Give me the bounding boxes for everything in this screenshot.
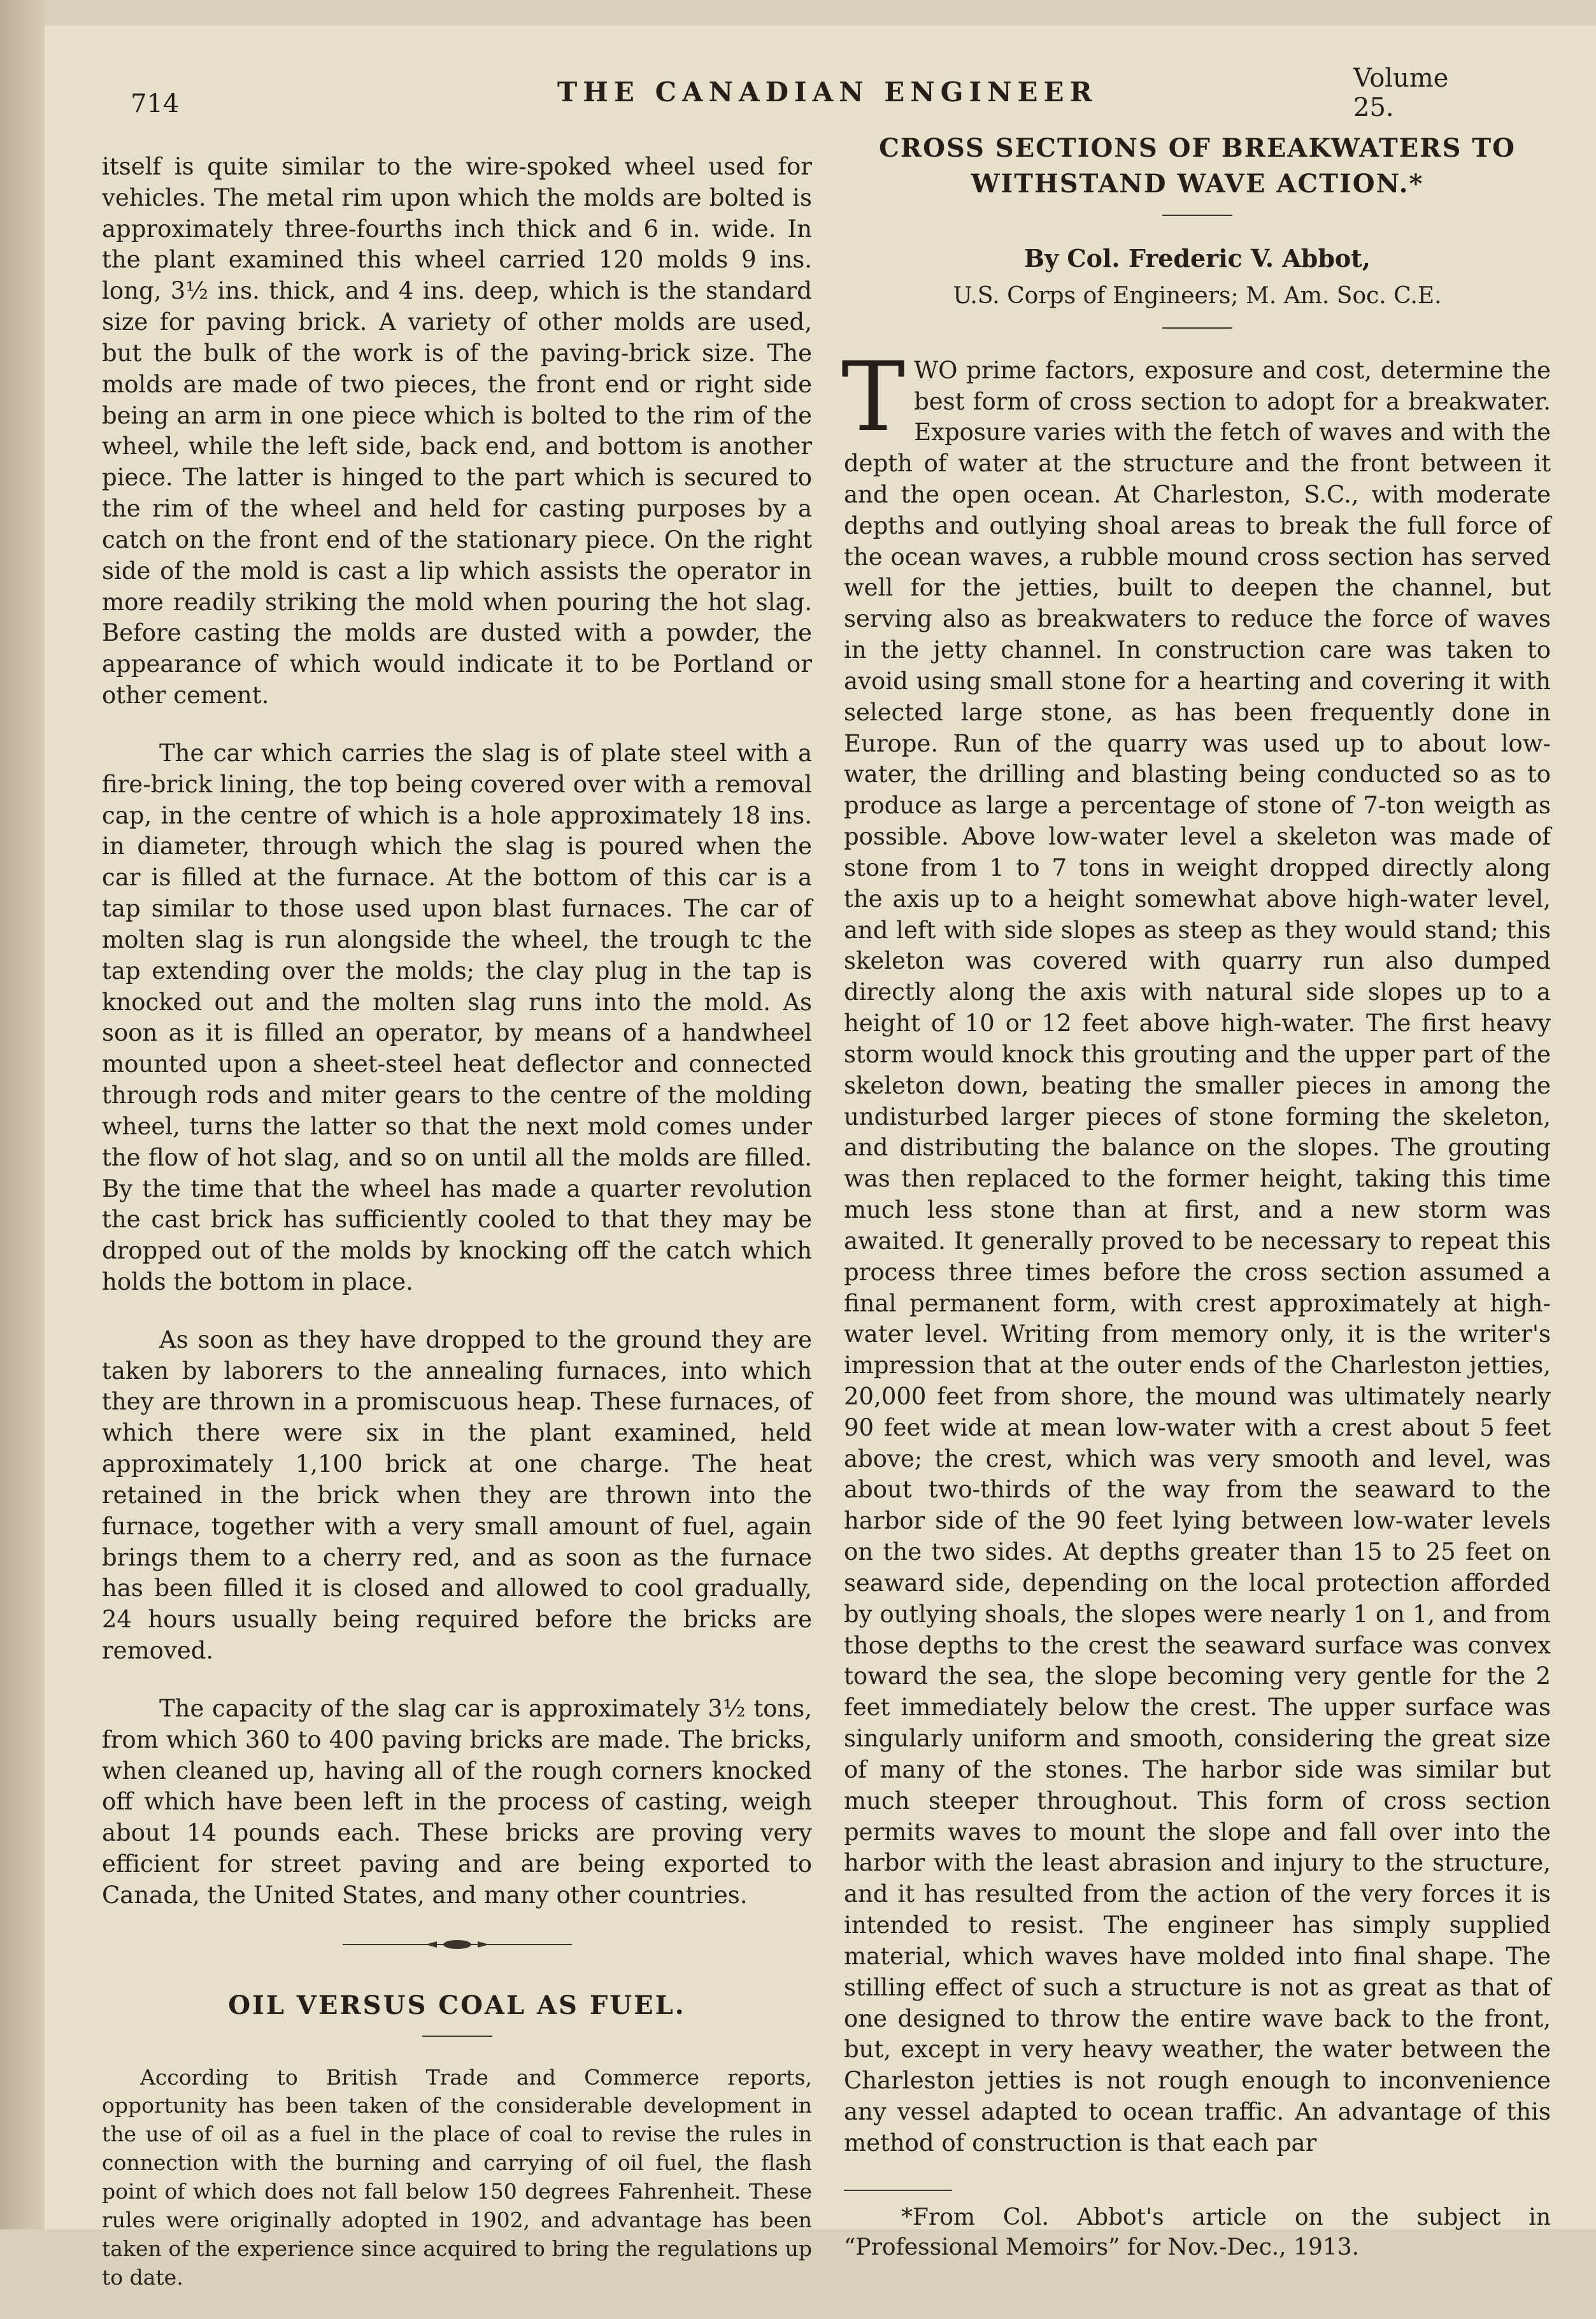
paragraph: The car which carries the slag is of plate steel with a fire-brick lining, the top being covered over with a removal cap, in the centre of which is a hole approximately 18 ins. in diameter, through which the slag is poured when the car is filled at the furnace. At the bottom of this car is a tap similar to those used upon blast furnaces. The car of molten slag is run alongside the wheel, the trough tc the tap extending over the molds; the clay plug in the tap is knocked out and the molten slag runs into the mold. As soon as it is filled an operator, by means of a handwheel mounted upon a sheet-steel heat deflector and connected through rods and miter gears to the centre of the molding wheel, turns the latter so that the next mold comes under the flow of hot slag, and so on until all the molds are filled. By the time that the wheel has made a quarter revolution the cast brick has sufficiently cooled to that they may be dropped out of the molds by knocking off the catch which holds the bottom in place. bbox=[102, 739, 812, 1295]
drop-cap: T bbox=[841, 341, 906, 453]
paragraph: The capacity of the slag car is approximately 3½ tons, from which 360 to 400 paving bricks are made. The bricks, when cleaned up, having all of the rough corners knocked off which have been left in the process of casting, weigh about 14 pounds each. These bricks are proving very efficient for street paving and are being exported to Canada, the United States, and many other countries. bbox=[102, 1694, 812, 1909]
oil-article-title: OIL VERSUS COAL AS FUEL. bbox=[228, 1990, 686, 2020]
oil-article-body bbox=[102, 2064, 812, 2292]
right-column bbox=[841, 131, 1551, 2263]
page-number: 714 bbox=[131, 89, 180, 118]
page-header bbox=[83, 64, 1484, 121]
binding-gutter bbox=[0, 0, 45, 2229]
title-rule bbox=[422, 2036, 492, 2037]
title-rule bbox=[1162, 215, 1232, 216]
article-text: WO prime factors, exposure and cost, determine the best form of cross section to adopt for a breakwater. Exposure varies with the fetch of waves and with the depth of water at the structure and the front between it and the open ocean. At Charleston, S.C., with moderate depths and outlying shoal areas to break the full force of the ocean waves, a rubble mound cross section has served well for the jetties, built to deepen the channel, but serving also as breakwaters to reduce the force of waves in the jetty channel. In construction care was taken to avoid using small stone for a hearting and covering it with selected large stone, as has been frequently done in Europe. Run of the quarry was used up to about low-water, the drilling and blasting being conducted so as to produce as large a percentage of stone of 7-ton weigth as possible. Above low-water level a skeleton was made of stone from 1 to 7 tons in weight dropped directly along the axis up to a height somewhat above high-water level, and left with side slopes as steep as they would stand; this skeleton was covered with quarry run also dumped directly along the axis with natural side slopes up to a height of 10 or 12 feet above high-water. The first heavy storm would knock this grouting and the upper part of the skeleton down, beating the smaller pieces in among the undisturbed larger pieces of stone forming the skeleton, and distributing the balance on the slopes. The grouting was then replaced to the former height, taking this time much less stone than at first, and a new storm was awaited. It generally proved to be necessary to repeat this process three times before the cross section assumed a final permanent form, with crest approximately at high-water level. Writing from memory only, it is the writer's impression that at the outer ends of the Charleston jetties, 20,000 feet from shore, the mound was ultimately nearly 90 feet wide at mean low-water with a crest about 5 feet above; the crest, which was very smooth and level, was about two-thirds of the way from the seaward to the harbor side of the 90 feet lying between low-water levels on the two sides. At depths greater than 15 to 25 feet on seaward side, depending on the local protection afforded by outlying shoals, the slopes were nearly 1 on 1, and from those depths to the crest the seaward surface was convex toward the sea, the slope becoming very gentle for the 2 feet immediately below the crest. The upper surface was singularly uniform and smooth, considering the great size of many of the stones. The harbor side was similar but much steeper throughout. This form of cross section permits waves to mount the slope and fall over into the harbor with the least abrasion and injury to the structure, and it has resulted from the action of the very forces it is intended to resist. The engineer has simply supplied material, which waves have molded into final shape. The stilling effect of such a structure is not as great as that of one designed to throw the entire wave back to the front, but, except in very heavy weather, the water between the Charleston jetties is not rough enough to inconvenience any vessel adapted to ocean traffic. An advantage of this method of construction is that each par bbox=[844, 356, 1551, 2157]
byline-rule bbox=[1162, 327, 1232, 329]
ornament-divider bbox=[343, 1938, 572, 1951]
byline: By Col. Frederic V. Abbot, bbox=[1023, 244, 1371, 273]
left-column bbox=[102, 152, 812, 2319]
author-affiliation: U.S. Corps of Engineers; M. Am. Soc. C.E. bbox=[953, 283, 1442, 310]
footnote: *From Col. Abbot's article on the subject in “Professional Memoirs” for Nov.-Dec., 1913. bbox=[844, 2204, 1551, 2261]
article-body bbox=[841, 341, 1551, 2159]
paragraph: According to British Trade and Commerce reports, opportunity has been taken of the considerable development in the use of oil as a fuel in the place of coal to revise the rules in connection with the burning and carrying of oil fuel, the flash point of which does not fall below 150 degrees Fahrenheit. These rules were originally adopted in 1902, and advantage has been taken of the experience since acquired to bring the regulations up to date. bbox=[102, 2064, 812, 2290]
journal-title: THE CANADIAN ENGINEER bbox=[557, 76, 1098, 108]
footnote-rule bbox=[844, 2190, 952, 2191]
paragraph bbox=[841, 341, 1551, 2159]
paragraph: itself is quite similar to the wire-spoked wheel used for vehicles. The metal rim upon which the molds are bolted is approximately three-fourths inch thick and 6 in. wide. In the plant examined this wheel carried 120 molds 9 ins. long, 3½ ins. thick, and 4 ins. deep, which is the standard size for paving brick. A variety of other molds are used, but the bulk of the work is of the paving-brick size. The molds are made of two pieces, the front end or right side being an arm in one piece which is bolted to the rim of the wheel, while the left side, back end, and bottom is another piece. The latter is hinged to the part which is secured to the rim of the wheel and held for casting purposes by a catch on the front end of the stationary piece. On the right side of the mold is cast a lip which assists the operator in more readily striking the mold when pouring the hot slag. Before casting the molds are dusted with a powder, the appearance of which would indicate it to be Portland or other cement. bbox=[102, 153, 812, 710]
article-title: CROSS SECTIONS OF BREAKWATERS TO WITHSTAND WAVE ACTION.* bbox=[879, 133, 1516, 199]
paragraph: As soon as they have dropped to the ground they are taken by laborers to the annealing furnaces, into which they are thrown in a promiscuous heap. These furnaces, of which there were six in the plant examined, held approximately 1,100 brick at one charge. The heat retained in the brick when they are thrown into the furnace, together with a very small amount of fuel, again brings them to a cherry red, and as soon as the furnace has been filled it is closed and allowed to cool gradually, 24 hours usually being required before the bricks are removed. bbox=[102, 1325, 812, 1665]
volume-label: Volume 25. bbox=[1353, 64, 1449, 122]
